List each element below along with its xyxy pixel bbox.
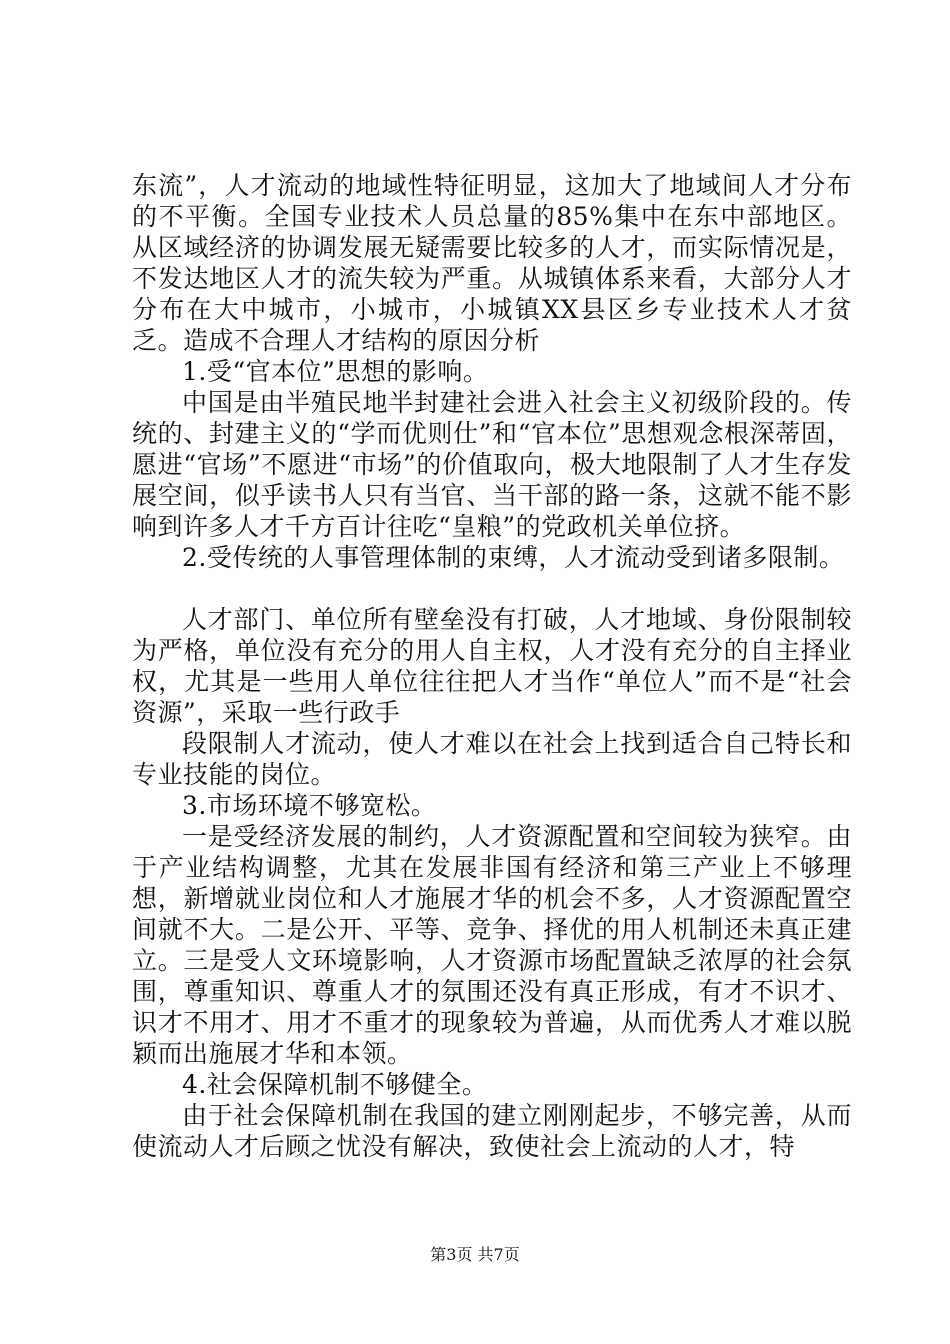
paragraph-market-environment: 一是受经济发展的制约，人才资源配置和空间较为狭窄。由于产业结构调整，尤其在发展非国有经济和第三产业上不够理想，新增就业岗位和人才施展才华的机会不多，人才资源配置空间就不大。二是公开、平等、竞争、择优的用人机制还未真正建立。三是受人文环境影响，人才资源市场配置缺乏浓厚的社会氛围，尊重知识、尊重人才的氛围还没有真正形成，有才不识才、识才不用才、用才不重才的现象较为普遍，从而优秀人才难以脱颖而出施展才华和本领。 xyxy=(132,822,852,1068)
heading-social-security: 4.社会保障机制不够健全。 xyxy=(182,1070,488,1099)
heading-market-environment: 3.市场环境不够宽松。 xyxy=(182,791,437,820)
paragraph-personnel-system: 人才部门、单位所有壁垒没有打破，人才地域、身份限制较为严格，单位没有充分的用人自主权，人才没有充分的自主择业权，尤其是一些用人单位往往把人才当作“单位人”而不是“社会资源”，采取一些行政手 xyxy=(132,605,852,727)
document-body xyxy=(132,170,852,1162)
paragraph-talent-distribution: 东流”，人才流动的地域性特征明显，这加大了地域间人才分布的不平衡。全国专业技术人员总量的85%集中在东中部地区。从区域经济的协调发展无疑需要比较多的人才，而实际情况是，不发达地区人才的流失较为严重。从城镇体系来看，大部分人才分布在大中城市，小城市，小城镇XX县区乡专业技术人才贫乏。造成不合理人才结构的原因分析 xyxy=(132,171,852,355)
page-number-footer: 第3页 共7页 xyxy=(430,1245,520,1264)
paragraph-personnel-system-cont: 段限制人才流动，使人才难以在社会上找到适合自己特长和专业技能的岗位。 xyxy=(132,729,852,789)
heading-personnel-system: 2.受传统的人事管理体制的束缚，人才流动受到诸多限制。 xyxy=(182,543,845,572)
paragraph-official-standard: 中国是由半殖民地半封建社会进入社会主义初级阶段的。传统的、封建主义的“学而优则仕”和“官本位”思想观念根深蒂固，愿进“官场”不愿进“市场”的价值取向，极大地限制了人才生存发展空间，似乎读书人只有当官、当干部的路一条，这就不能不影响到许多人才千方百计往吃“皇粮”的党政机关单位挤。 xyxy=(132,388,852,541)
heading-official-standard: 1.受“官本位”思想的影响。 xyxy=(182,357,489,386)
paragraph-social-security: 由于社会保障机制在我国的建立刚刚起步，不够完善，从而使流动人才后顾之忧没有解决，致使社会上流动的人才，特 xyxy=(132,1101,852,1161)
paragraph-gap xyxy=(132,573,852,604)
